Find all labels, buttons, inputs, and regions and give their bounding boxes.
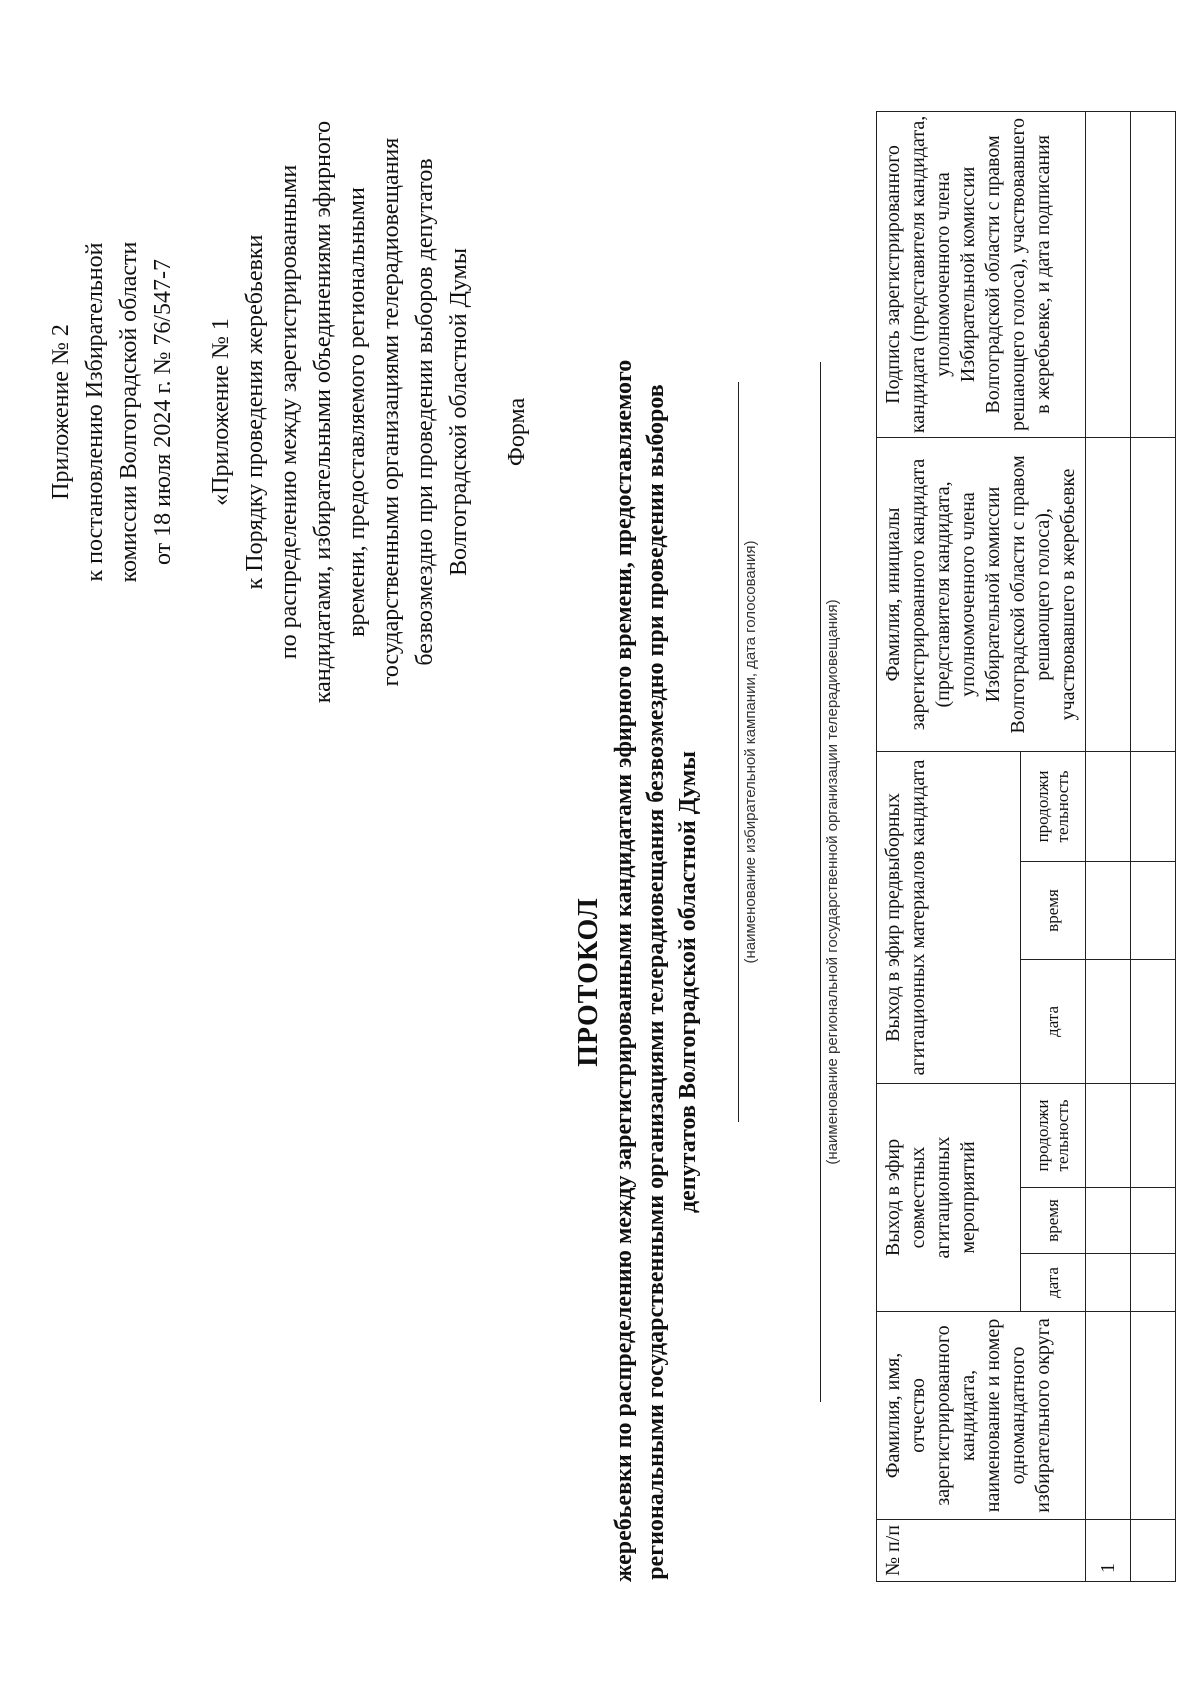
appendix-1-line: к Порядку проведения жеребьевки <box>242 234 268 590</box>
protocol-subtitle-line: депутатов Волгоградской областной Думы <box>675 751 701 1213</box>
table-row <box>1086 111 1131 1581</box>
table-cell <box>1086 437 1131 751</box>
table-cell <box>1086 1312 1131 1520</box>
campaign-fill-line <box>738 382 739 1122</box>
appendix-2-header <box>44 152 180 672</box>
appendix-1-line: времени, предоставляемого региональными <box>344 187 370 637</box>
table-cell <box>1131 1083 1176 1187</box>
subheader-time: время <box>1021 1188 1086 1254</box>
protocol-table <box>876 111 1176 1582</box>
table-row <box>1131 111 1176 1581</box>
subheader-time: время <box>1021 861 1086 959</box>
table-cell <box>1131 437 1176 751</box>
organization-caption: (наименование региональной государственной организации телерадиовещания) <box>824 599 841 1165</box>
table-cell <box>1131 959 1176 1083</box>
header-num: № п/п <box>877 1520 1086 1582</box>
appendix-1-line: безвозмездно при проведении выборов депутатов <box>412 158 438 666</box>
protocol-subtitle-line: региональными государственными организациями телерадиовещания безвозмездно при проведении выборов <box>643 384 669 1580</box>
table-cell <box>1086 861 1131 959</box>
appendix-2-line: к постановлению Избирательной <box>82 242 108 582</box>
subheader-date: дата <box>1021 959 1086 1083</box>
table-cell <box>1131 1312 1176 1520</box>
header-candidate: Фамилия, имя, отчество зарегистрированного кандидата, наименование и номер одномандатного избирательного округа <box>877 1312 1086 1520</box>
row-num: 1 <box>1086 1520 1131 1582</box>
appendix-1-line: по распределению между зарегистрированными <box>276 164 302 660</box>
header-campaign-materials: Выход в эфир предвыборных агитационных материалов кандидата <box>877 751 1021 1083</box>
row-num <box>1131 1520 1176 1582</box>
table-cell <box>1086 1188 1131 1254</box>
table-cell <box>1086 1254 1131 1312</box>
table-cell <box>1131 111 1176 437</box>
organization-fill-line <box>820 362 821 1402</box>
table-cell <box>1131 1254 1176 1312</box>
header-representative: Фамилия, инициалы зарегистрированного кандидата (представителя кандидата, уполномоченного члена Избирательной комиссии Волгоградской области с правом решающего голоса), участвовавшего в жеребьевке <box>877 437 1086 751</box>
subheader-duration: продолжи тельность <box>1021 751 1086 861</box>
appendix-1-line: Волгоградской областной Думы <box>446 248 472 576</box>
table-header-row <box>877 111 1021 1581</box>
subheader-date: дата <box>1021 1254 1086 1312</box>
appendix-1-line: государственными организациями телерадиовещания <box>378 137 404 687</box>
table-cell <box>1086 1083 1131 1187</box>
campaign-caption: (наименование избирательной кампании, дата голосования) <box>742 540 759 964</box>
appendix-2-line: от 18 июля 2024 г. № 76/547-7 <box>150 258 176 566</box>
protocol-subtitle-line: жеребьевки по распределению между зарегистрированными кандидатами эфирного времени, предоставляемого <box>611 359 637 1582</box>
appendix-1-header <box>204 62 476 762</box>
header-joint-events: Выход в эфир совместных агитационных мероприятий <box>877 1083 1021 1311</box>
table-cell <box>1131 751 1176 861</box>
appendix-2-line: Приложение № 2 <box>48 324 74 500</box>
header-signature: Подпись зарегистрированного кандидата (представителя кандидата, уполномоченного члена Избирательной комиссии Волгоградской области с правом решающего голоса), участвовавшего в жеребьевке, и дата подписания <box>877 111 1086 437</box>
table-cell <box>1131 861 1176 959</box>
form-label: Форма <box>504 397 530 467</box>
table-cell <box>1131 1188 1176 1254</box>
appendix-1-line: кандидатами, избирательными объединениями эфирного <box>310 120 336 704</box>
table-cell <box>1086 751 1131 861</box>
table-cell <box>1086 959 1131 1083</box>
protocol-title <box>570 359 704 1582</box>
protocol-heading: ПРОТОКОЛ <box>573 897 604 1067</box>
table-cell <box>1086 111 1131 437</box>
appendix-2-line: комиссии Волгоградской области <box>116 241 142 583</box>
appendix-1-line: «Приложение № 1 <box>208 318 234 506</box>
subheader-duration: продолжи тельность <box>1021 1083 1086 1187</box>
